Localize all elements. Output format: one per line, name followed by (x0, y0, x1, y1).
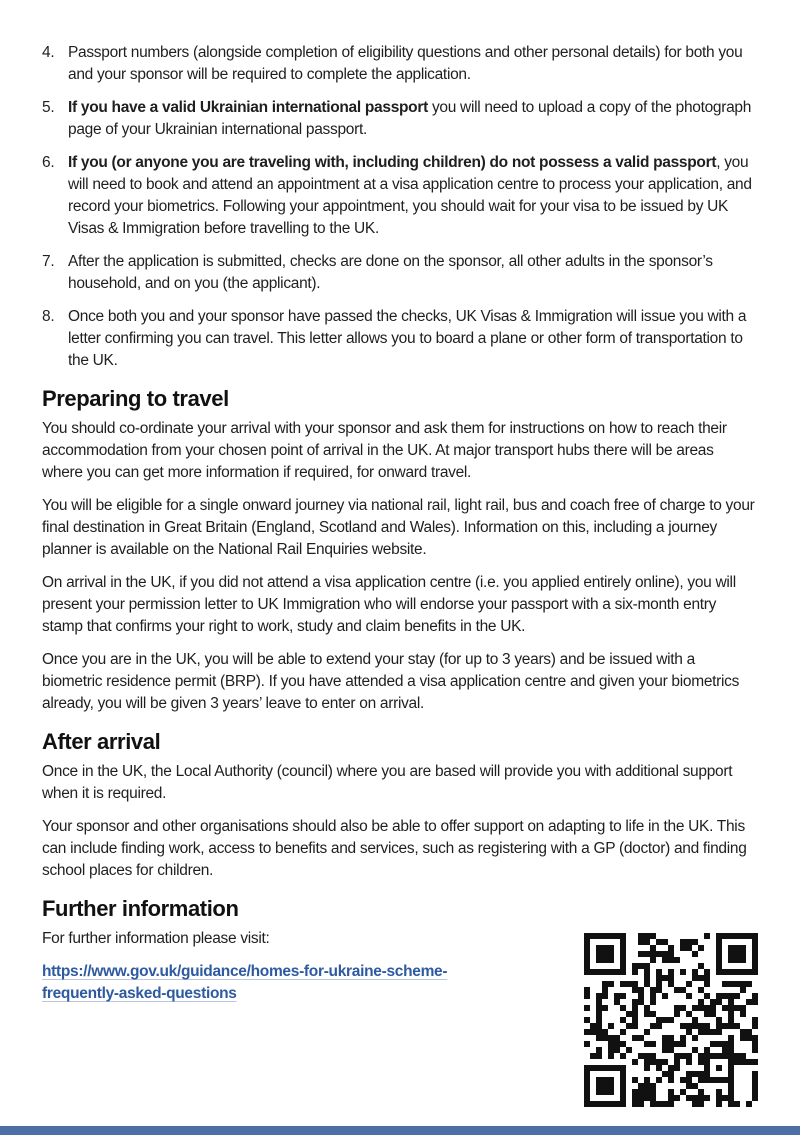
list-item (42, 251, 758, 295)
list-item-text (68, 152, 758, 240)
section-heading: After arrival (42, 729, 161, 754)
paragraph: You should co-ordinate your arrival with your sponsor and ask them for instructions on how to reach their accommodation from your chosen point of arrival in the UK. At major transport hubs there will be areas where you can get more information if required, for onward travel. (42, 420, 727, 481)
list-item (42, 42, 758, 86)
qr-code-icon (584, 933, 758, 1107)
list-item-number: 5. (42, 99, 55, 116)
paragraph: Your sponsor and other organisations should also be able to offer support on adapting to life in the UK. This can include finding work, access to benefits and services, such as registering with a GP (doctor) and finding school places for children. (42, 818, 747, 879)
further-info-link[interactable] (42, 961, 562, 1005)
paragraph: Once you are in the UK, you will be able to extend your stay (for up to 3 years) and be issued with a biometric residence permit (BRP). If you have attended a visa application centre and given your biometrics already, you will be given 3 years’ leave to enter on arrival. (42, 651, 740, 712)
text-segment-bold: If you have a valid Ukrainian international passport (68, 99, 428, 116)
section-heading: Further information (42, 896, 239, 921)
text-segment: you will need to upload a copy of the photograph page of your Ukrainian international passport. (68, 99, 752, 138)
list-item-number: 8. (42, 308, 55, 325)
text-segment: , you will need to book and attend an appointment at a visa application centre to process your application, and record your biometrics. Following your appointment, you should wait for your visa to be issued by UK Visas & Immigration before travelling to the UK. (68, 154, 752, 237)
text-segment: Passport numbers (alongside completion of eligibility questions and other personal details) for both you and your sponsor will be required to complete the application. (68, 44, 743, 83)
further-info-intro: For further information please visit: (42, 930, 270, 947)
text-segment: Once both you and your sponsor have passed the checks, UK Visas & Immigration will issue you with a letter confirming you can travel. This letter allows you to board a plane or other form of transportation to the UK. (68, 308, 747, 369)
paragraph: Once in the UK, the Local Authority (council) where you are based will provide you with additional support when it is required. (42, 763, 733, 802)
section-after-arrival (42, 729, 758, 882)
list-item (42, 152, 758, 240)
section-heading: Preparing to travel (42, 386, 229, 411)
list-item-number: 7. (42, 253, 55, 270)
list-item-text (68, 306, 758, 372)
list-item-number: 6. (42, 154, 55, 171)
list-item-text (68, 42, 758, 86)
list-item (42, 306, 758, 372)
section-further-information (42, 896, 562, 1005)
list-item-number: 4. (42, 44, 55, 61)
list-item (42, 97, 758, 141)
paragraph: You will be eligible for a single onward journey via national rail, light rail, bus and coach free of charge to your final destination in Great Britain (England, Scotland and Wales). Information on this, including a journey planner is available on the National Rail Enquiries website. (42, 497, 755, 558)
link-line: https://www.gov.uk/guidance/homes-for-ukraine-scheme- (42, 963, 448, 980)
text-segment-bold: If you (or anyone you are traveling with, including children) do not possess a valid passport (68, 154, 717, 171)
footer-bar (0, 1126, 800, 1135)
list-item-text (68, 97, 758, 141)
list-item-text (68, 251, 758, 295)
paragraph: On arrival in the UK, if you did not attend a visa application centre (i.e. you applied entirely online), you will present your permission letter to UK Immigration who will endorse your passport with a six-month entry stamp that confirms your right to work, study and claim benefits in the UK. (42, 574, 736, 635)
section-preparing-to-travel (42, 386, 758, 715)
link-line: frequently-asked-questions (42, 985, 237, 1002)
text-segment: After the application is submitted, checks are done on the sponsor, all other adults in the sponsor’s household, and on you (the applicant). (68, 253, 713, 292)
numbered-list (42, 42, 758, 372)
